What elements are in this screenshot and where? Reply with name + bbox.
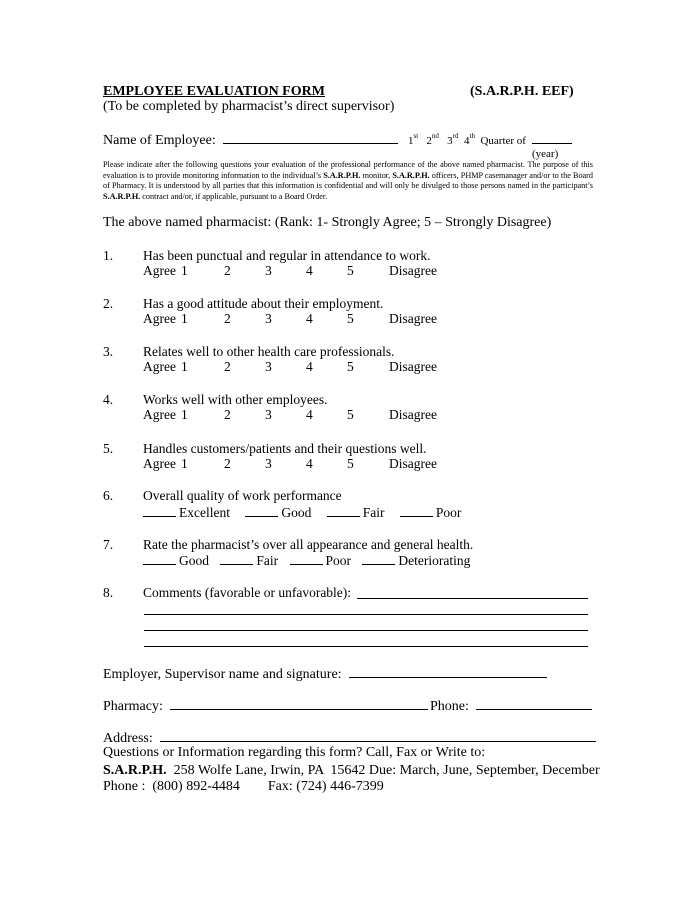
comments-line[interactable]: [144, 630, 588, 631]
option-label: Excellent: [179, 505, 230, 520]
option-label: Good: [281, 505, 312, 520]
pharmacy-label: Pharmacy:: [103, 699, 163, 714]
rating-option-5[interactable]: 5: [347, 263, 354, 278]
rating-option-4[interactable]: 4: [306, 456, 313, 471]
quarter-label: Quarter of: [480, 135, 526, 147]
rating-option-2[interactable]: 2: [224, 311, 231, 326]
quarter-4[interactable]: 4th: [464, 132, 475, 147]
rating-option-5[interactable]: 5: [347, 407, 354, 422]
rating-option-3[interactable]: 3: [265, 311, 272, 326]
phone-field[interactable]: [476, 698, 592, 710]
option-label: Poor: [435, 505, 462, 520]
org-name: S.A.R.P.H.: [103, 763, 167, 778]
employer-signature-field[interactable]: [349, 666, 547, 678]
option-blank[interactable]: [220, 553, 253, 565]
rating-option-3[interactable]: 3: [265, 407, 272, 422]
scale-agree-label: Agree: [143, 311, 176, 326]
scale-disagree-label: Disagree: [389, 263, 437, 278]
rating-option-5[interactable]: 5: [347, 456, 354, 471]
option-blank[interactable]: [290, 553, 323, 565]
address-label: Address:: [103, 731, 153, 746]
question-number: 2.: [103, 296, 114, 311]
employer-row: [103, 666, 547, 683]
question-number: 6.: [103, 488, 114, 503]
question-number: 4.: [103, 392, 114, 407]
option-label: Fair: [256, 553, 279, 568]
scale-agree-label: Agree: [143, 263, 176, 278]
q7-options: [143, 553, 470, 569]
rating-option-5[interactable]: 5: [347, 359, 354, 374]
quarter-row: [408, 132, 572, 147]
quarter-2[interactable]: 2nd: [426, 132, 439, 147]
question-number: 8.: [103, 585, 114, 600]
option-label: Good: [179, 553, 209, 568]
option-label: Poor: [325, 553, 352, 568]
rating-option-2[interactable]: 2: [224, 263, 231, 278]
scale-agree-label: Agree: [143, 456, 176, 471]
pharmacy-row: [103, 698, 428, 715]
scale-agree-label: Agree: [143, 407, 176, 422]
rating-option-1[interactable]: 1: [181, 407, 188, 422]
rating-option-1[interactable]: 1: [181, 456, 188, 471]
q6-options: [143, 505, 461, 521]
employee-name-label: Name of Employee:: [103, 133, 216, 148]
scale-agree-label: Agree: [143, 359, 176, 374]
rating-option-1[interactable]: 1: [181, 311, 188, 326]
quarter-1[interactable]: 1st: [408, 132, 419, 147]
questions-contact-line: Questions or Information regarding this form? Call, Fax or Write to:: [103, 745, 486, 760]
quarter-3[interactable]: 3rd: [447, 132, 459, 147]
rating-option-1[interactable]: 1: [181, 263, 188, 278]
rating-option-4[interactable]: 4: [306, 263, 313, 278]
question-text: Rate the pharmacist’s over all appearance and general health.: [143, 537, 474, 552]
option-blank[interactable]: [143, 505, 176, 517]
form-subtitle: (To be completed by pharmacist’s direct supervisor): [103, 99, 395, 114]
rating-option-2[interactable]: 2: [224, 359, 231, 374]
phone-label: Phone:: [430, 699, 469, 714]
question-number: 5.: [103, 441, 114, 456]
employee-name-row: [103, 132, 398, 149]
question-number: 1.: [103, 248, 114, 263]
scale-disagree-label: Disagree: [389, 456, 437, 471]
question-number: 3.: [103, 344, 114, 359]
question-text: Relates well to other health care professionals.: [143, 344, 395, 359]
year-label: (year): [532, 148, 559, 160]
option-blank[interactable]: [400, 505, 433, 517]
comments-line[interactable]: [144, 646, 588, 647]
question-text: Has been punctual and regular in attendance to work.: [143, 248, 431, 263]
rating-option-3[interactable]: 3: [265, 263, 272, 278]
address-field[interactable]: [160, 730, 596, 742]
question-text: Has a good attitude about their employment.: [143, 296, 384, 311]
rating-option-2[interactable]: 2: [224, 407, 231, 422]
option-blank[interactable]: [362, 553, 395, 565]
form-code: (S.A.R.P.H. EEF): [470, 84, 574, 99]
rating-option-4[interactable]: 4: [306, 407, 313, 422]
intro-paragraph: Please indicate after the following questions your evaluation of the professional performance of the above named pharmacist. The purpose of this evaluation is to provide monitoring information to the individual’s S.A.R.P.H. monitor, S.A.R.P.H. officers, PHMP casemanager and/or to the Board of Pharmacy. It is understood by all parties that this information is confidential and will only be divulged to those persons named in the participant’s S.A.R.P.H. contract and/or, if applicable, pursuant to a Board Order.: [103, 160, 593, 201]
phone-row: [430, 698, 592, 715]
year-field[interactable]: [532, 132, 572, 144]
rating-option-3[interactable]: 3: [265, 359, 272, 374]
rating-option-1[interactable]: 1: [181, 359, 188, 374]
rating-option-4[interactable]: 4: [306, 359, 313, 374]
rating-option-2[interactable]: 2: [224, 456, 231, 471]
scale-disagree-label: Disagree: [389, 311, 437, 326]
org-address: 258 Wolfe Lane, Irwin, PA 15642 Due: March, June, September, December: [166, 763, 600, 778]
option-blank[interactable]: [143, 553, 176, 565]
scale-disagree-label: Disagree: [389, 407, 437, 422]
option-blank[interactable]: [245, 505, 278, 517]
rank-instructions: The above named pharmacist: (Rank: 1- Strongly Agree; 5 – Strongly Disagree): [103, 215, 552, 230]
question-number: 7.: [103, 537, 114, 552]
comments-line[interactable]: [144, 614, 588, 615]
option-blank[interactable]: [327, 505, 360, 517]
question-text: Works well with other employees.: [143, 392, 328, 407]
org-address-line: [103, 763, 600, 779]
rating-option-5[interactable]: 5: [347, 311, 354, 326]
option-label: Fair: [362, 505, 385, 520]
employer-label: Employer, Supervisor name and signature:: [103, 667, 342, 682]
question-text: Overall quality of work performance: [143, 488, 342, 503]
employee-name-field[interactable]: [223, 132, 398, 144]
question-text: Handles customers/patients and their questions well.: [143, 441, 427, 456]
comments-field-first[interactable]: [357, 586, 588, 599]
phone-fax-line: Phone : (800) 892-4484 Fax: (724) 446-7399: [103, 779, 384, 794]
pharmacy-field[interactable]: [170, 698, 428, 710]
rating-option-3[interactable]: 3: [265, 456, 272, 471]
scale-disagree-label: Disagree: [389, 359, 437, 374]
form-title: EMPLOYEE EVALUATION FORM: [103, 84, 325, 99]
rating-option-4[interactable]: 4: [306, 311, 313, 326]
option-label: Deteriorating: [398, 553, 471, 568]
question-text: Comments (favorable or unfavorable):: [143, 585, 352, 600]
